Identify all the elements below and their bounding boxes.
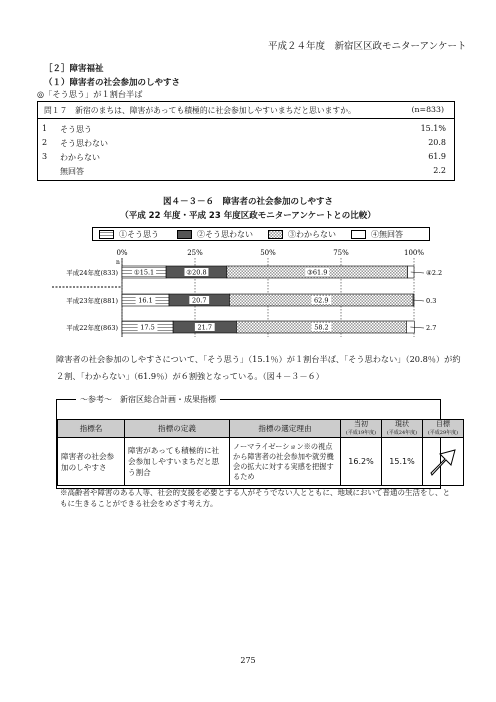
data-label: ①15.1 <box>133 268 155 277</box>
header-cell <box>423 420 464 438</box>
x-tick-label: 100% <box>403 249 425 257</box>
page-number: 275 <box>240 656 256 665</box>
indicator-target <box>423 438 464 486</box>
header-sub: (平成29年度) <box>427 430 459 436</box>
category-label: 平成22年度(863) <box>66 324 118 332</box>
question-box <box>37 101 455 181</box>
legend-item <box>177 229 253 240</box>
option-row <box>38 138 454 150</box>
data-label: 62.9 <box>314 296 329 305</box>
legend-label: ①そう思う <box>119 230 159 239</box>
reference-caption: ～参考～ 新宿区総合計画・成果指標 <box>76 394 220 405</box>
option-label: そう思わない <box>60 139 108 148</box>
table-row <box>58 438 464 486</box>
page-header: 平成２４年度 新宿区区政モニターアンケート <box>268 41 467 52</box>
option-row <box>38 152 454 164</box>
indicator-definition: 障害があっても積極的に社会参加しやすいまちだと思う割合 <box>125 438 230 486</box>
question-text: 問１７ 新宿のまちは、障害があっても積極的に社会参加しやすいまちだと思いますか。 <box>44 106 356 115</box>
data-label: ②20.8 <box>186 268 207 277</box>
option-number: 1 <box>42 124 48 133</box>
header-main: 目標 <box>436 420 450 428</box>
header-sub: (平成19年度) <box>345 430 377 436</box>
x-tick-label: 0% <box>116 249 128 257</box>
option-label: 無回答 <box>60 167 84 176</box>
data-label: ③61.9 <box>307 268 328 277</box>
option-number: 3 <box>42 152 48 161</box>
legend-item <box>268 229 336 240</box>
category-label: 平成24年度(833) <box>66 269 118 277</box>
axis-label-n: n <box>116 259 120 266</box>
summary-note: ◎「そう思う」が１割台半ば <box>37 89 143 99</box>
data-label: 20.7 <box>191 296 207 305</box>
indicator-current: 15.1% <box>382 438 423 486</box>
indicator-name: 障害者の社会参加のしやすさ <box>58 438 125 486</box>
legend-item <box>99 229 159 240</box>
category-label: 平成23年度(881) <box>66 297 118 305</box>
data-label: 16.1 <box>138 296 153 305</box>
indicator-table <box>57 419 464 486</box>
footnote: ※高齢者や障害のある人等、社会的支援を必要とする人がそうでない人とともに、地域において普通の生活をし、ともに生きることができる社会をめざす考え方。 <box>60 488 450 508</box>
data-label: 0.3 <box>426 297 437 305</box>
legend-swatch-lines <box>99 230 114 239</box>
option-label: わからない <box>60 153 100 162</box>
figure-title: 図４－３－６ 障害者の社会参加のしやすさ <box>162 197 333 207</box>
x-tick-label: 50% <box>260 249 276 257</box>
option-row <box>38 124 454 136</box>
legend-swatch-white <box>351 230 366 239</box>
x-tick-label: 75% <box>333 249 349 257</box>
question-header <box>38 102 454 119</box>
legend-item <box>351 229 403 240</box>
data-label: 21.7 <box>197 323 213 332</box>
header-sub: (平成24年度) <box>386 430 418 436</box>
legend-label: ②そう思わない <box>197 230 253 239</box>
chart-legend <box>92 227 430 241</box>
data-label: ④2.2 <box>426 269 443 277</box>
data-label: 17.5 <box>140 323 155 332</box>
indicator-initial: 16.2% <box>341 438 382 486</box>
up-right-arrow-icon <box>428 444 458 478</box>
legend-label: ③わからない <box>288 230 336 239</box>
question-n: (n=833) <box>411 105 444 114</box>
leader-line <box>414 300 424 301</box>
data-label: 58.2 <box>314 323 329 332</box>
data-label: 2.7 <box>426 324 437 332</box>
legend-swatch-check <box>268 230 283 239</box>
header-cell: 指標の選定理由 <box>230 420 341 438</box>
indicator-reason: ノーマライゼーション※の視点から障害者の社会参加や就労機会の拡大に対する実感を把握するため <box>230 438 341 486</box>
header-cell <box>382 420 423 438</box>
legend-swatch-dark <box>177 230 192 239</box>
section-heading: ［２］障害福祉 <box>44 64 104 74</box>
legend-label: ④無回答 <box>371 230 403 239</box>
header-main: 現状 <box>395 420 409 428</box>
header-cell <box>341 420 382 438</box>
table-header-row <box>58 420 464 438</box>
x-tick-label: 25% <box>187 249 203 257</box>
stacked-bar-chart <box>0 245 496 345</box>
option-row <box>38 166 454 178</box>
option-value: 20.8 <box>428 138 446 147</box>
section-subheading: （１）障害者の社会参加のしやすさ <box>44 78 181 88</box>
header-cell: 指標名 <box>58 420 125 438</box>
option-value: 2.2 <box>433 166 446 175</box>
body-paragraph: 障害者の社会参加のしやすさについて、「そう思う」（15.1％）が１割台半ば、「そう思わない」（20.8％）が約２割、「わからない」（61.9％）が６割強となっている。（図４－３－６） <box>56 354 461 381</box>
header-cell: 指標の定義 <box>125 420 230 438</box>
option-value: 61.9 <box>428 152 446 161</box>
option-number: 2 <box>42 138 48 147</box>
option-value: 15.1% <box>420 124 446 133</box>
option-label: そう思う <box>60 125 92 134</box>
header-main: 当初 <box>354 420 368 428</box>
figure-subtitle: （平成 22 年度・平成 23 年度区政モニターアンケートとの比較） <box>120 211 376 221</box>
